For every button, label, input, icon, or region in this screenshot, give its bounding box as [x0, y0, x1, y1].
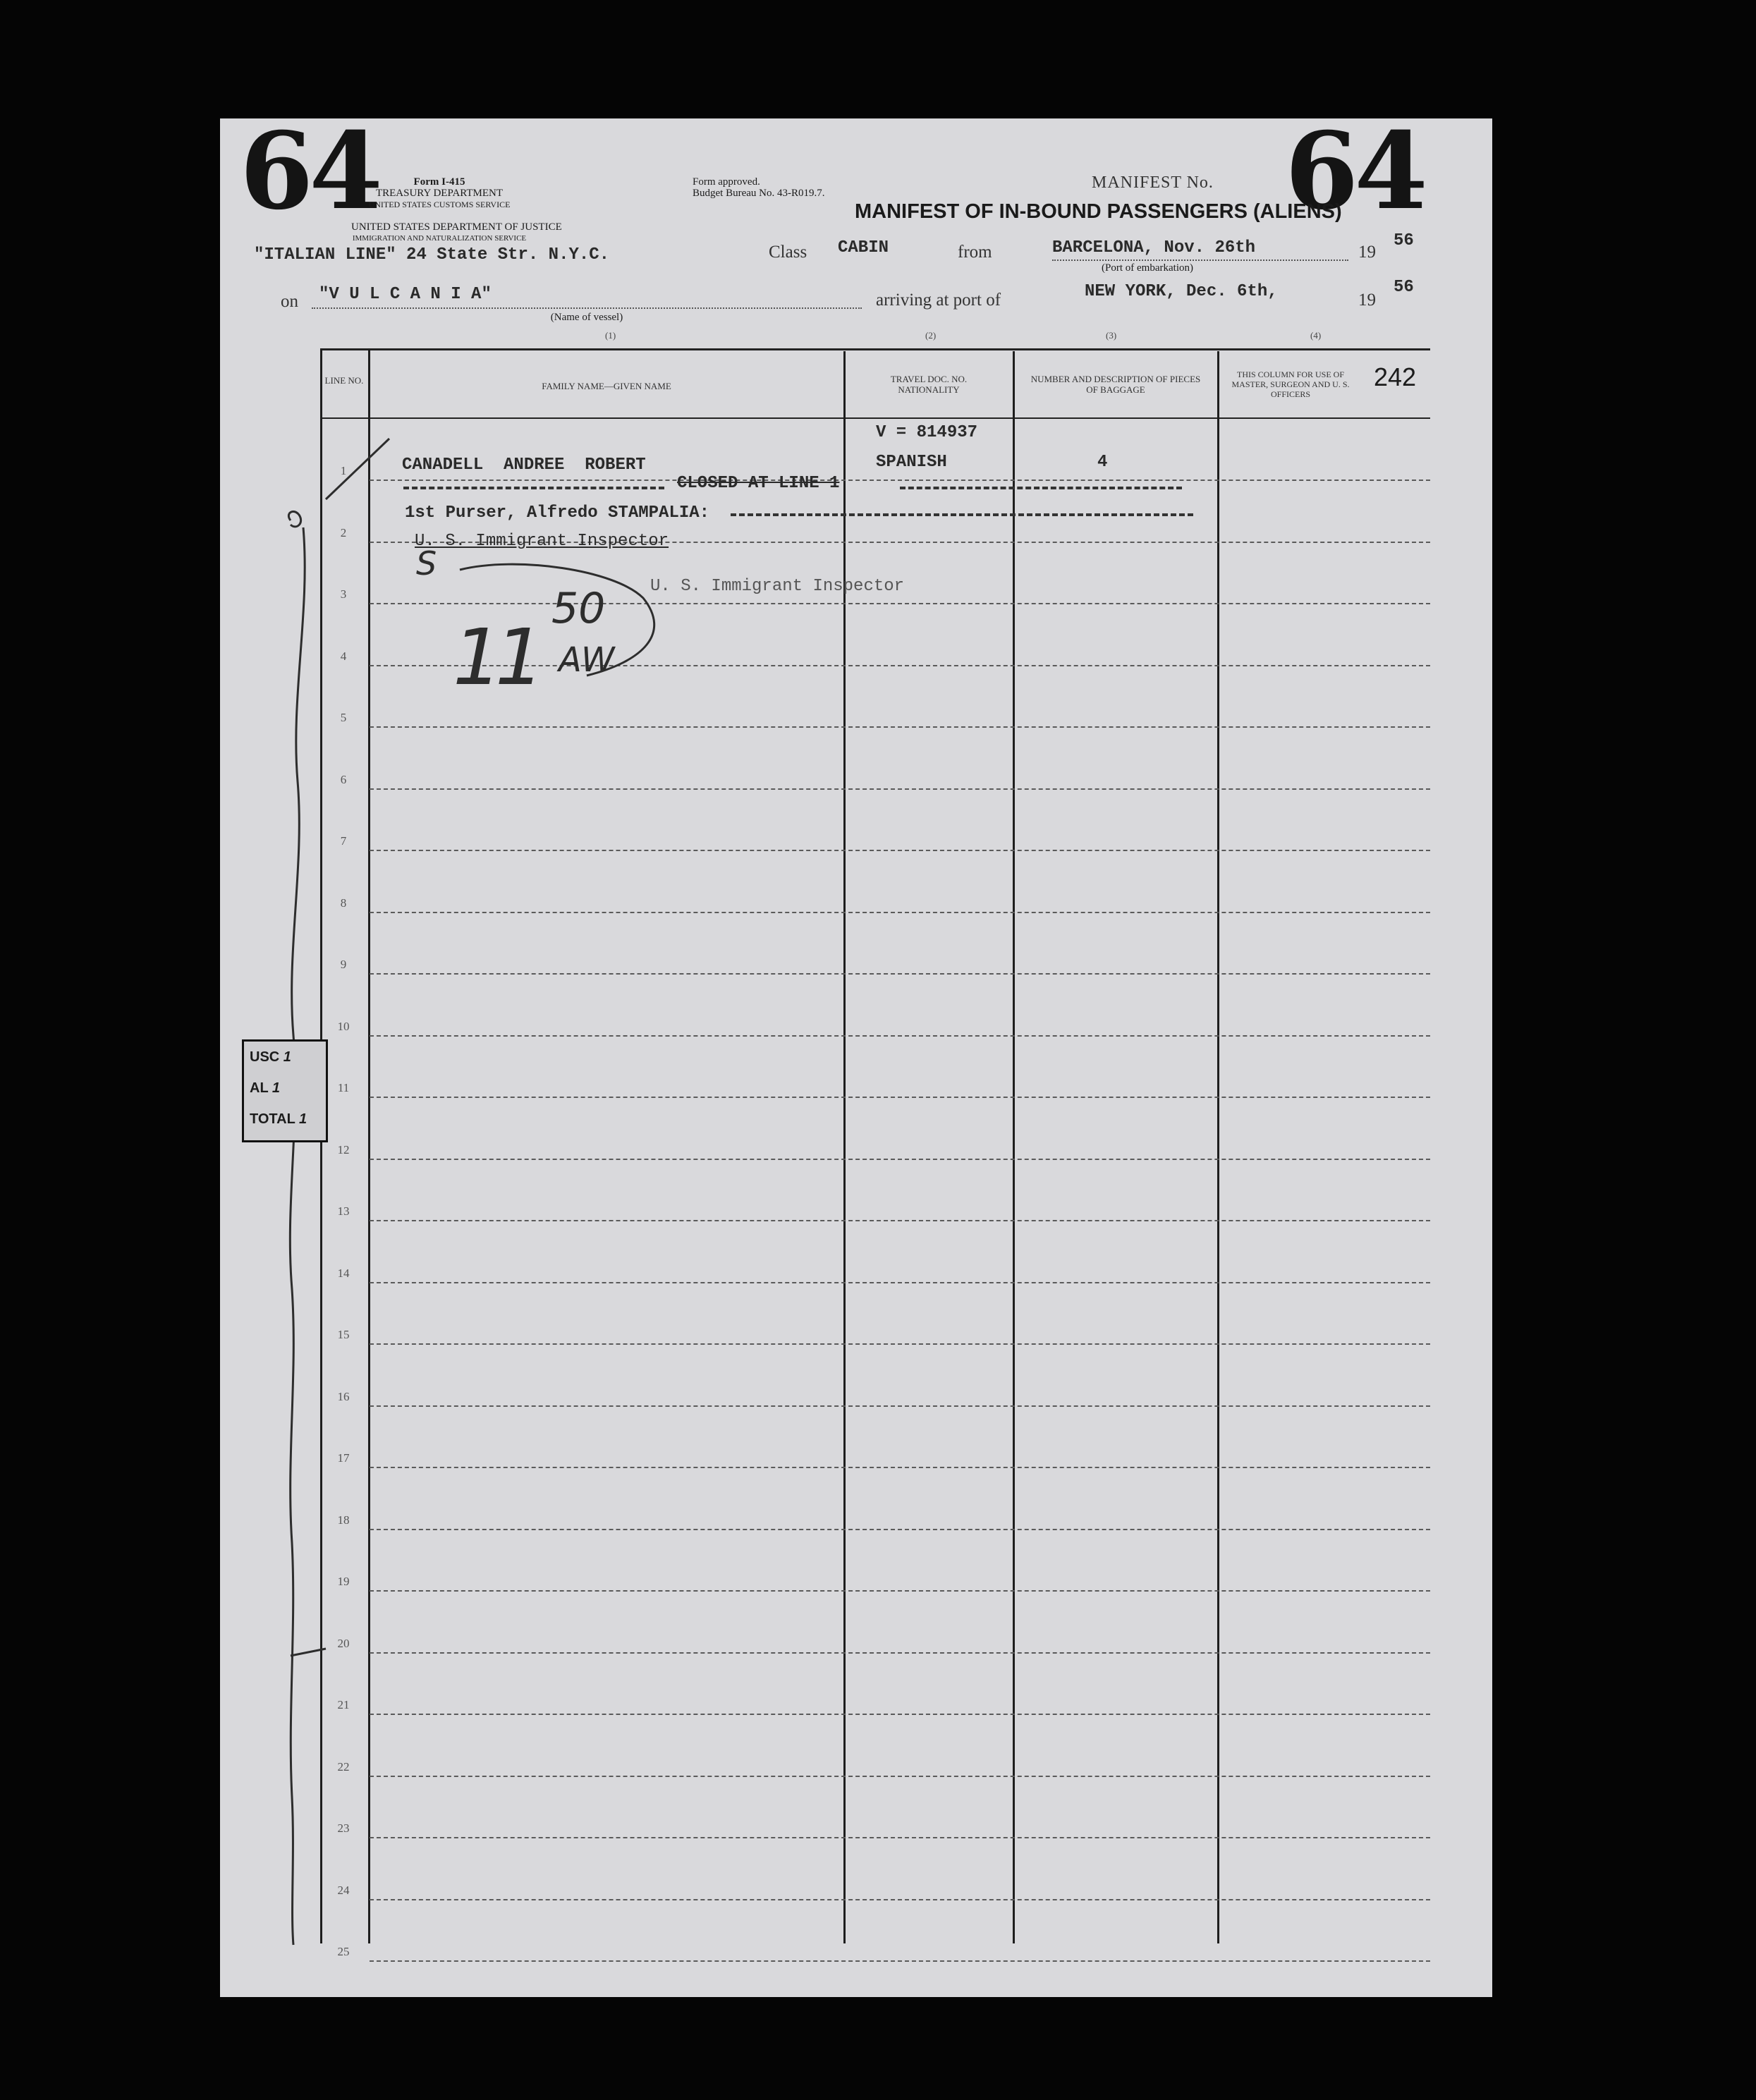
- header-name: FAMILY NAME—GIVEN NAME: [542, 381, 671, 391]
- count-stamp: [242, 1039, 328, 1142]
- class-value: CABIN: [838, 238, 889, 257]
- header-baggage: NUMBER AND DESCRIPTION OF PIECES OF BAGGAGE: [1030, 374, 1201, 395]
- inspector-line-2: U. S. Immigrant Inspector: [650, 577, 905, 596]
- class-label: Class: [769, 243, 807, 262]
- handwriting-overlay: [220, 109, 1492, 1997]
- line-number: 3: [340, 587, 347, 601]
- line-number: 10: [337, 1019, 350, 1033]
- line-number: 1: [340, 464, 347, 477]
- line-number: 16: [337, 1389, 350, 1403]
- arrival-value: NEW YORK, Dec. 6th,: [1085, 282, 1278, 301]
- dept-justice: UNITED STATES DEPARTMENT OF JUSTICE: [351, 221, 562, 233]
- row1-name: CANADELL ANDREE ROBERT: [402, 456, 646, 475]
- line-number: 17: [337, 1451, 350, 1465]
- line-number: 20: [337, 1636, 350, 1650]
- line-number: 13: [337, 1204, 350, 1218]
- col-num-1: (1): [605, 330, 616, 341]
- port-embarkation-caption: (Port of embarkation): [1102, 262, 1193, 274]
- line-number: 7: [340, 834, 347, 848]
- handwritten-fifty: 50: [551, 584, 606, 633]
- manifest-number-left: 64: [240, 109, 379, 233]
- line-number: 2: [340, 525, 347, 539]
- line-number: 8: [340, 896, 347, 910]
- line-number: 14: [337, 1266, 350, 1280]
- row1-doc-no: V = 814937: [876, 423, 978, 442]
- year-2: 56: [1394, 278, 1414, 297]
- vessel-caption: (Name of vessel): [550, 312, 623, 323]
- col-num-2: (2): [925, 330, 937, 341]
- line-number: 24: [337, 1883, 350, 1897]
- vessel-name: "V U L C A N I A": [319, 285, 492, 304]
- col-num-3: (3): [1106, 330, 1117, 341]
- line-number: 5: [340, 711, 347, 724]
- row1-nationality: SPANISH: [876, 453, 947, 472]
- form-id: Form I-415: [413, 176, 465, 188]
- line-number: 23: [337, 1821, 350, 1835]
- inspector-line-1: U. S. Immigrant Inspector: [415, 532, 669, 551]
- handwritten-eleven: 11: [453, 612, 537, 702]
- line-number: 12: [337, 1142, 350, 1156]
- agent-line: "ITALIAN LINE" 24 State Str. N.Y.C.: [254, 245, 610, 264]
- row1-baggage: 4: [1097, 453, 1108, 472]
- line-number: 21: [337, 1698, 350, 1711]
- arriving-label: arriving at port of: [876, 291, 1001, 310]
- stamp-al: AL 1: [250, 1080, 280, 1096]
- line-number: 9: [340, 958, 347, 971]
- dept-treasury: TREASURY DEPARTMENT: [375, 188, 504, 199]
- closed-at-line: CLOSED AT LINE 1: [677, 474, 840, 493]
- from-value: BARCELONA, Nov. 26th: [1052, 238, 1256, 257]
- header-line-no: LINE NO.: [324, 375, 364, 386]
- manifest-page: [220, 109, 1492, 1997]
- col-num-4: (4): [1310, 330, 1322, 341]
- line-number: 6: [340, 772, 347, 786]
- line-number: 18: [337, 1513, 350, 1527]
- handwritten-initials: AW: [559, 640, 615, 680]
- purser-line: 1st Purser, Alfredo STAMPALIA:: [405, 503, 710, 523]
- form-approved: Form approved.: [693, 176, 760, 188]
- header-travel-doc: TRAVEL DOC. NO. NATIONALITY: [890, 374, 968, 395]
- stamp-total: TOTAL 1: [250, 1111, 307, 1127]
- year-prefix-2: 19: [1358, 291, 1376, 310]
- manifest-no-label: MANIFEST No.: [1092, 173, 1214, 192]
- line-number: 15: [337, 1328, 350, 1341]
- budget-bureau: Budget Bureau No. 43-R019.7.: [693, 188, 825, 199]
- line-number: 11: [337, 1081, 350, 1094]
- dept-immigration: IMMIGRATION AND NATURALIZATION SERVICE: [352, 234, 527, 243]
- from-label: from: [958, 243, 992, 262]
- dept-customs: UNITED STATES CUSTOMS SERVICE: [368, 200, 511, 209]
- stamp-usc: USC 1: [250, 1049, 291, 1065]
- year-prefix-1: 19: [1358, 243, 1376, 262]
- line-number: 4: [340, 649, 347, 663]
- header-officers: THIS COLUMN FOR USE OF MASTER, SURGEON AND U. S. OFFICERS: [1231, 370, 1350, 399]
- line-number: 25: [337, 1945, 350, 1958]
- year-1: 56: [1394, 231, 1414, 250]
- handwritten-s: S: [416, 544, 437, 582]
- line-number: 22: [337, 1759, 350, 1774]
- line-number: 19: [337, 1575, 350, 1588]
- officers-number: 242: [1374, 362, 1417, 391]
- manifest-number-right: 64: [1285, 109, 1424, 233]
- on-label: on: [281, 292, 298, 311]
- manifest-title: MANIFEST OF IN-BOUND PASSENGERS (ALIENS): [855, 200, 1342, 223]
